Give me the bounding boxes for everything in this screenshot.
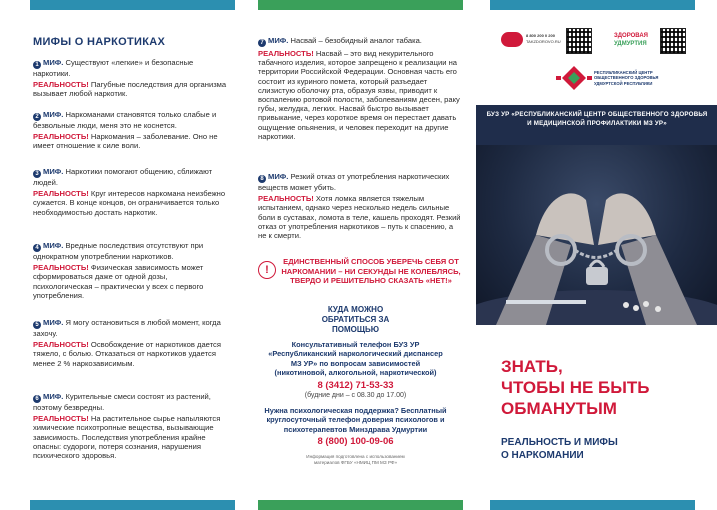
consult-hours: (будние дни – с 08.30 до 17.00) <box>304 392 407 400</box>
exclamation-icon: ! <box>258 261 276 279</box>
myth-number: 1 <box>33 61 41 69</box>
help-section <box>248 305 463 465</box>
consult-text: Консультативный телефон БУЗ УР «Республиканский наркологический диспансер МЗ УР» по вопросам зависимостей (никотиновой, алкогольной, наркотической) <box>268 340 443 377</box>
subtitle: РЕАЛЬНОСТЬ И МИФЫ О НАРКОМАНИИ <box>501 437 618 461</box>
org-name: БУЗ УР «РЕСПУБЛИКАНСКИЙ ЦЕНТР ОБЩЕСТВЕННОГО ЗДОРОВЬЯ И МЕДИЦИНСКОЙ ПРОФИЛАКТИКИ МЗ УР» <box>486 111 708 127</box>
logo1-phone: 8 800 200 0 200 <box>526 33 555 38</box>
myth-1: 1 МИФ. Существуют «легкие» и безопасные наркотики. РЕАЛЬНОСТЬ! Пагубные последствия для организма вызывает любой наркотик. <box>33 58 227 99</box>
myth-4: 4 МИФ. Вредные последствия отсутствуют при однократном употреблении наркотиков. РЕАЛЬНОСТЬ! Физическая зависимость может сформироваться даже от одной дозы, психологическая – практически у всех с первого употребления. <box>33 241 204 300</box>
qr-code-2 <box>660 28 686 54</box>
logo1-site: TAKZDOROVO.RU <box>526 39 561 44</box>
myth-7: 7 МИФ. Насвай – безобидный аналог табака. РЕАЛЬНОСТЬ! Насвай – это вид некурительного табачного изделия, которое запрещено к реализации на территории Российской Федерации. Основная часть его состоит из куриного помета, который разъедает слизистую оболочку рта, образуя язвы, приводит к воспалению ротовой полости, заболеваниям десен, раку губы, желудка, легких. Насвай быстро вызывает привыкание, через короткое время он перестает давать ощущение опьянения, и человек переходит на другие наркотики. <box>258 36 460 141</box>
myth-number: 4 <box>33 244 41 252</box>
myth-6: 6 МИФ. Курительные смеси состоят из растений, поэтому безвредны. РЕАЛЬНОСТЬ! На растительное сырье напыляются химические психотропные вещества, вызывающие зависимость. Последствия употребления крайне опасны: судороги, потеря сознания, нарушения психического здоровья. <box>33 392 221 461</box>
warning-text: ЕДИНСТВЕННЫЙ СПОСОБ УБЕРЕЧЬ СЕБЯ ОТ НАРКОМАНИИ – НИ СЕКУНДЫ НЕ КОЛЕБЛЯСЬ, ТВЕРДО И РЕШИТЕЛЬНО СКАЗАТЬ «НЕТ!» <box>281 257 461 285</box>
myth-8: 8 МИФ. Резкий отказ от употребления наркотических веществ может убить. РЕАЛЬНОСТЬ! Хотя ломка является тяжелым испытанием, однако через несколько недель сильные боли в суставах, ломота в теле, кашель проходят. Резкий отказ от употребления наркотиков – путь к спасению, а не к смерти. <box>258 172 461 241</box>
myth-number: 2 <box>33 113 41 121</box>
myth-number: 6 <box>33 395 41 403</box>
center-logo-text: РЕСПУБЛИКАНСКИЙ ЦЕНТР ОБЩЕСТВЕННОГО ЗДОРОВЬЯ УДМУРТСКОЙ РЕСПУБЛИКИ <box>594 70 659 86</box>
stripe-top-middle <box>258 0 463 10</box>
myth-number: 5 <box>33 321 41 329</box>
stripe-bottom-left <box>30 500 235 510</box>
takzdorovo-logo <box>501 32 523 47</box>
myth-2: 2 МИФ. Наркоманами становятся только слабые и безвольные люди, меня это не коснется. РЕАЛЬНОСТЬ! Наркомания – заболевание. Оно не имеет отношение к силе воли. <box>33 110 218 151</box>
logo2-line2: УДМУРТИЯ <box>614 41 647 47</box>
stripe-bottom-middle <box>258 500 463 510</box>
help-title: КУДА МОЖНО ОБРАТИТЬСЯ ЗА ПОМОЩЬЮ <box>321 305 390 334</box>
myth-number: 8 <box>258 175 266 183</box>
consult-phone: 8 (3412) 71-53-33 <box>317 380 394 392</box>
stripe-top-right <box>490 0 695 10</box>
footnote: Информация подготовлена с использованием материалов ФГБУ «НМИЦ ПМ МЗ РФ» <box>306 454 405 465</box>
qr-code-1 <box>566 28 592 54</box>
myth-number: 7 <box>258 39 266 47</box>
support-text: Нужна психологическая поддержка? Бесплатный круглосуточный телефон доверия психологов и психотерапевтов Минздрава Удмуртии <box>264 406 447 434</box>
myth-3: 3 МИФ. Наркотики помогают общению, сближают людей. РЕАЛЬНОСТЬ! Круг интересов наркомана неизбежно сужается. В конце концов, он ограничивается только необходимостью достать наркотик. <box>33 167 226 217</box>
support-phone: 8 (800) 100-09-06 <box>317 436 394 448</box>
stripe-top-left <box>30 0 235 10</box>
logo2-line1: ЗДОРОВАЯ <box>614 33 648 39</box>
left-heading: МИФЫ О НАРКОТИКАХ <box>33 36 166 48</box>
myth-number: 3 <box>33 170 41 178</box>
main-title: ЗНАТЬ, ЧТОБЫ НЕ БЫТЬ ОБМАНУТЫМ <box>501 357 650 418</box>
center-logo-emblem <box>556 64 592 92</box>
myth-5: 5 МИФ. Я могу остановиться в любой момент, когда захочу. РЕАЛЬНОСТЬ! Освобождение от наркотиков дается тяжело, с болью. Отказаться от наркотиков удается менее 2 % наркозависимым. <box>33 318 221 368</box>
stripe-bottom-right <box>490 500 695 510</box>
